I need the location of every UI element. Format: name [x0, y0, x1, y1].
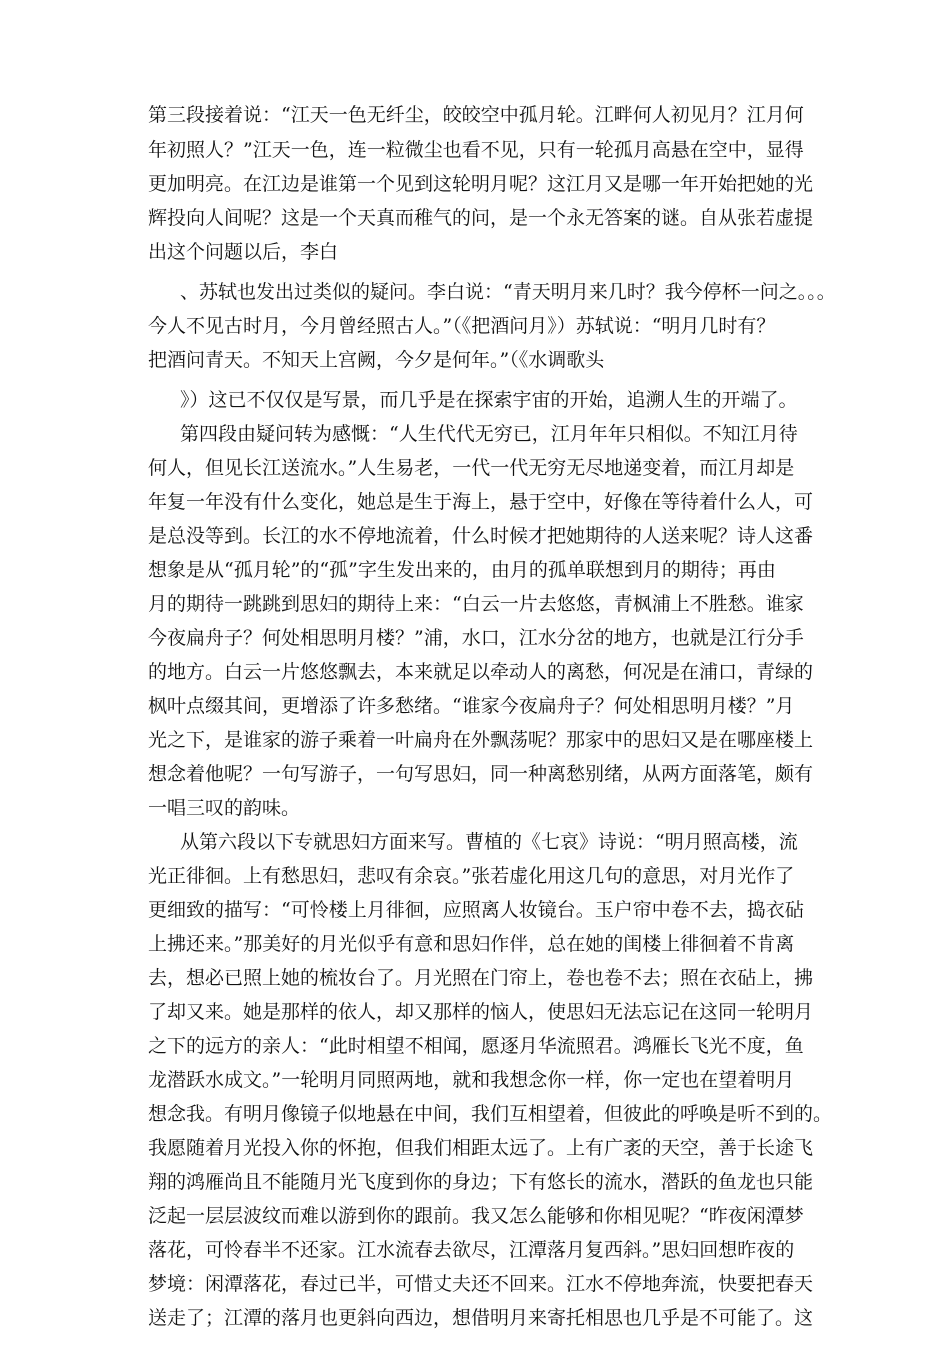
- text-line: 》）这已不仅仅是写景，而几乎是在探索宇宙的开始，追溯人生的开端了。: [180, 389, 798, 411]
- text-line: 去，想必已照上她的梳妆台了。月光照在门帘上，卷也卷不去；照在衣砧上，拂: [148, 967, 814, 989]
- text-line: 今夜扁舟子？何处相思明月楼？”浦，水口，江水分岔的地方，也就是江行分手: [148, 627, 804, 649]
- text-line: 年复一年没有什么变化，她总是生于海上，悬于空中，好像在等待着什么人，可: [148, 491, 814, 513]
- text-line: 月的期待一跳跳到思妇的期待上来：“白云一片去悠悠，青枫浦上不胜愁。谁家: [148, 593, 804, 615]
- text-line: 的地方。白云一片悠悠飘去，本来就足以牵动人的离愁，何况是在浦口，青绿的: [148, 661, 814, 683]
- text-line: 今人不见古时月，今月曾经照古人。”（《把酒问月》）苏轼说：“明月几时有？: [148, 315, 776, 337]
- text-line: 龙潜跃水成文。”一轮明月同照两地，就和我想念你一样，你一定也在望着明月: [148, 1069, 795, 1091]
- text-line: 是总没等到。长江的水不停地流着，什么时候才把她期待的人送来呢？诗人这番: [148, 525, 814, 547]
- text-line: 了却又来。她是那样的依人，却又那样的恼人，使思妇无法忘记在这同一轮明月: [148, 1001, 814, 1023]
- text-line: 、苏轼也发出过类似的疑问。李白说：“青天明月来几时？我今停杯一问之。。。: [180, 281, 836, 303]
- text-line: 一唱三叹的韵味。: [148, 797, 301, 819]
- text-line: 想象是从“孤月轮”的“孤”字生发出来的，由月的孤单联想到月的期待；再由: [148, 559, 776, 581]
- text-line: 之下的远方的亲人：“此时相望不相闻，愿逐月华流照君。鸿雁长飞光不度，鱼: [148, 1035, 804, 1057]
- text-line: 想念我。有明月像镜子似地悬在中间，我们互相望着，但彼此的呼唤是听不到的。: [148, 1103, 833, 1125]
- text-line: 送走了；江潭的落月也更斜向西边，想借明月来寄托相思也几乎是不可能了。这: [148, 1307, 814, 1329]
- text-line: 光之下，是谁家的游子乘着一叶扁舟在外飘荡呢？那家中的思妇又是在哪座楼上: [148, 729, 814, 751]
- text-line: 更细致的描写：“可怜楼上月徘徊，应照离人妆镜台。玉户帘中卷不去，捣衣砧: [148, 899, 804, 921]
- text-line: 何人，但见长江送流水。”人生易老，一代一代无穷无尽地递变着，而江月却是: [148, 457, 795, 479]
- text-line: 上拂还来。”那美好的月光似乎有意和思妇作伴，总在她的闺楼上徘徊着不肯离: [148, 933, 795, 955]
- text-line: 我愿随着月光投入你的怀抱，但我们相距太远了。上有广袤的天空，善于长途飞: [148, 1137, 814, 1159]
- text-line: 出这个问题以后，李白: [148, 241, 339, 263]
- text-line: 更加明亮。在江边是谁第一个见到这轮明月呢？这江月又是哪一年开始把她的光: [148, 173, 814, 195]
- text-line: 泛起一层层波纹而难以游到你的跟前。我又怎么能够和你相见呢？“昨夜闲潭梦: [148, 1205, 804, 1227]
- text-line: 梦境：闲潭落花，春过已半，可惜丈夫还不回来。江水不停地奔流，快要把春天: [148, 1273, 814, 1295]
- text-line: 年初照人？”江天一色，连一粒微尘也看不见，只有一轮孤月高悬在空中，显得: [148, 139, 804, 161]
- text-line: 从第六段以下专就思妇方面来写。曹植的《七哀》诗说：“明月照高楼，流: [180, 831, 798, 853]
- text-line: 光正徘徊。上有愁思妇，悲叹有余哀。”张若虚化用这几句的意思，对月光作了: [148, 865, 795, 887]
- text-line: 辉投向人间呢？这是一个天真而稚气的问，是一个永无答案的谜。自从张若虚提: [148, 207, 814, 229]
- text-line: 第四段由疑问转为感慨：“人生代代无穷已，江月年年只相似。不知江月待: [180, 423, 798, 445]
- text-line: 第三段接着说：“江天一色无纤尘，皎皎空中孤月轮。江畔何人初见月？江月何: [148, 104, 804, 126]
- text-line: 想念着他呢？一句写游子，一句写思妇，同一种离愁别绪，从两方面落笔，颇有: [148, 763, 814, 785]
- text-line: 枫叶点缀其间，更增添了许多愁绪。“谁家今夜扁舟子？何处相思明月楼？”月: [148, 695, 795, 717]
- text-line: 把酒问青天。不知天上宫阙，今夕是何年。”（《水调歌头: [148, 349, 605, 371]
- text-line: 落花，可怜春半不还家。江水流春去欲尽，江潭落月复西斜。”思妇回想昨夜的: [148, 1239, 795, 1261]
- text-line: 翔的鸿雁尚且不能随月光飞度到你的身边；下有悠长的流水，潜跃的鱼龙也只能: [148, 1171, 814, 1193]
